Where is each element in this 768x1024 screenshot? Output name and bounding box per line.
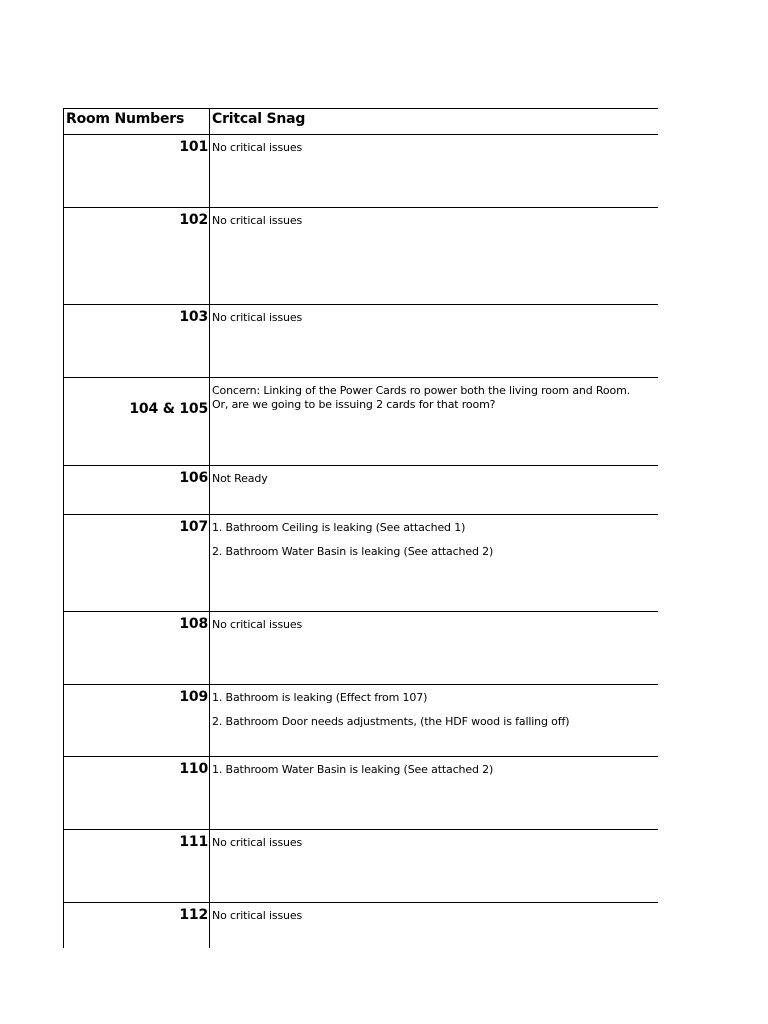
- room-number: 101: [64, 135, 210, 208]
- snag-text: Or, are we going to be issuing 2 cards for that room?: [212, 398, 496, 411]
- snag-text: Not Ready: [212, 472, 268, 485]
- room-number: 110: [64, 757, 210, 830]
- table-row: [64, 208, 659, 305]
- table-row: [64, 135, 659, 208]
- snag-cell: [210, 466, 659, 515]
- snag-text: No critical issues: [212, 618, 303, 631]
- snag-cell: [210, 305, 659, 378]
- room-number: 107: [64, 515, 210, 612]
- room-number: 104 & 105: [64, 378, 210, 466]
- snag-table: [63, 108, 658, 948]
- table-row: [64, 757, 659, 830]
- snag-cell: [210, 757, 659, 830]
- snag-cell: [210, 208, 659, 305]
- room-number: 102: [64, 208, 210, 305]
- snag-text: 2. Bathroom Water Basin is leaking (See attached 2): [212, 545, 494, 558]
- room-number: 103: [64, 305, 210, 378]
- snag-text: 1. Bathroom Water Basin is leaking (See attached 2): [212, 763, 494, 776]
- room-number: 108: [64, 612, 210, 685]
- snag-cell: [210, 515, 659, 612]
- table-row: [64, 515, 659, 612]
- header-critical-snag: Critcal Snag: [210, 109, 659, 135]
- room-number: 111: [64, 830, 210, 903]
- snag-text: No critical issues: [212, 836, 303, 849]
- snag-cell: [210, 903, 659, 949]
- snag-text: 1. Bathroom Ceiling is leaking (See attached 1): [212, 521, 466, 534]
- snag-cell: [210, 830, 659, 903]
- header-row: [64, 109, 659, 135]
- snag-text: No critical issues: [212, 311, 303, 324]
- snag-cell: [210, 685, 659, 757]
- table-row: [64, 612, 659, 685]
- snag-sheet: [63, 108, 658, 948]
- snag-cell: [210, 135, 659, 208]
- snag-cell: [210, 612, 659, 685]
- table-row: [64, 903, 659, 949]
- table-row: [64, 685, 659, 757]
- table-row: [64, 378, 659, 466]
- table-row: [64, 305, 659, 378]
- snag-text: 2. Bathroom Door needs adjustments, (the HDF wood is falling off): [212, 715, 570, 728]
- snag-text: Concern: Linking of the Power Cards ro power both the living room and Room.: [212, 384, 630, 397]
- snag-text: No critical issues: [212, 141, 303, 154]
- room-number: 109: [64, 685, 210, 757]
- snag-cell: [210, 378, 659, 466]
- room-number: 112: [64, 903, 210, 949]
- header-room-numbers: Room Numbers: [64, 109, 210, 135]
- snag-text: 1. Bathroom is leaking (Effect from 107): [212, 691, 428, 704]
- snag-text: No critical issues: [212, 214, 303, 227]
- snag-text: No critical issues: [212, 909, 303, 922]
- table-row: [64, 466, 659, 515]
- table-row: [64, 830, 659, 903]
- room-number: 106: [64, 466, 210, 515]
